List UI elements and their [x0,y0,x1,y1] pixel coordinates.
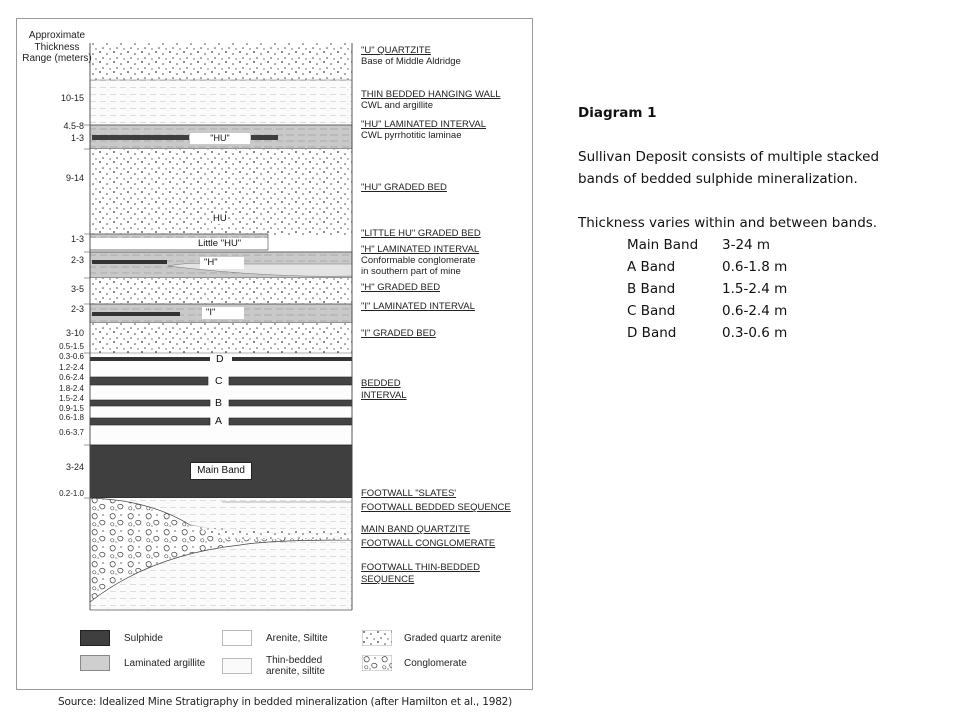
unit-label [361,228,481,239]
thickness-label: 3-10 [65,328,84,338]
source-caption: Source: Idealized Mine Stratigraphy in bedded mineralization (after Hamilton et al., 1982) [58,696,513,708]
thickness-label: 3-24 [65,462,84,472]
thickness-label: 0.2-1.0 [59,489,84,498]
main-band-label: Main Band [190,462,252,480]
legend-graded: Graded quartz arenite [362,630,501,646]
band-range: 1.5-2.4 m [722,281,788,297]
little-hu-label: Little "HU" [198,238,242,249]
thickness-label: 0.6-2.4 [59,373,84,382]
unit-label [361,45,461,67]
band-name: D Band [627,325,677,341]
band-range: 0.6-1.8 m [722,259,788,275]
unit-title: INTERVAL [361,390,407,401]
thickness-label: 4.5-8 [63,121,84,131]
band-name: B Band [627,281,676,297]
legend-arenite: Arenite, Siltite [222,630,328,646]
unit-label [361,282,440,293]
hu-box-label: "HU" [190,133,250,144]
band-row [627,256,879,278]
unit-label [361,524,470,535]
thickness-label: 1-3 [70,234,84,244]
notes-paragraph-1 [578,146,879,190]
band-range: 3-24 m [722,237,771,253]
arenite-swatch [222,630,252,646]
unit-label [361,119,486,141]
unit-title: "U" QUARTZITE [361,45,431,56]
unit-title: "LITTLE HU" GRADED BED [361,228,481,239]
notes-line: bands of bedded sulphide mineralization. [578,171,858,187]
unit-title: "H" GRADED BED [361,282,441,293]
unit-title: "HU" GRADED BED [361,182,447,193]
unit-label [361,182,447,193]
unit-label [361,89,501,111]
unit-subtitle: Conformable conglomerate [361,255,476,266]
thickness-header: Approximate Thickness Range (meters) [22,30,92,64]
legend-sulphide: Sulphide [80,630,163,646]
thickness-label: 2-3 [70,304,84,314]
thickness-label: 0.5-1.5 [59,342,84,351]
thickness-label: 2-3 [70,255,84,265]
notes-heading: Diagram 1 [578,105,657,121]
h-box-label: "H" [200,257,244,269]
conglomerate-swatch [362,655,392,671]
band-row [627,234,879,256]
band-c-label: C [215,375,223,387]
unit-title: "HU" LAMINATED INTERVAL [361,119,486,130]
hu-label: HU [213,213,227,224]
unit-subtitle: CWL pyrrhotitic laminae [361,130,462,141]
notes-line: Sullivan Deposit consists of multiple stacked [578,149,880,165]
band-range: 0.6-2.4 m [722,303,788,319]
thickness-label: 1-3 [70,133,84,143]
band-row [627,322,879,344]
sulphide-swatch [80,630,110,646]
thickness-label: 0.9-1.5 [59,404,84,413]
unit-label [361,562,480,573]
unit-title: FOOTWALL BEDDED SEQUENCE [361,502,511,513]
unit-label [361,502,511,513]
unit-label [361,301,475,312]
band-name: A Band [627,259,676,275]
band-range: 0.3-0.6 m [722,325,788,341]
unit-title: FOOTWALL THIN-BEDDED [361,562,480,573]
thickness-label: 0.6-1.8 [59,413,84,422]
unit-subtitle: CWL and argillite [361,100,433,111]
band-b-label: B [215,397,223,409]
unit-title: "I" LAMINATED INTERVAL [361,301,475,312]
legend-thinbedded: Thin-bedded arenite, siltite [222,655,336,677]
unit-title: BEDDED [361,378,401,389]
laminated-swatch [80,655,110,671]
unit-title: FOOTWALL "SLATES' [361,488,457,499]
unit-subtitle: Base of Middle Aldridge [361,56,461,67]
unit-title: SEQUENCE [361,574,415,585]
unit-title: "I" GRADED BED [361,328,436,339]
thickness-label: 1.5-2.4 [59,394,84,403]
band-a-label: A [215,415,223,427]
band-thickness-list [627,234,879,344]
unit-title: "H" LAMINATED INTERVAL [361,244,480,255]
band-d-label: D [216,353,224,365]
unit-label [361,244,479,277]
unit-label [361,390,407,401]
thickness-label: 1.2-2.4 [59,363,84,372]
thickness-label: 3-5 [70,284,84,294]
unit-label [361,378,401,389]
unit-label [361,488,456,499]
unit-label [361,574,414,585]
graded-swatch [362,630,392,646]
notes-panel [578,102,879,344]
thickness-label: 1.8-2.4 [59,384,84,393]
band-name: C Band [627,303,676,319]
i-box-label: "I" [202,307,244,319]
unit-label [361,328,436,339]
unit-title: MAIN BAND QUARTZITE [361,524,471,535]
unit-title: THIN BEDDED HANGING WALL [361,89,501,100]
thickness-label: 0.6-3.7 [59,428,84,437]
band-name: Main Band [627,237,699,253]
notes-paragraph-2: Thickness varies within and between bands. [578,215,878,231]
thickness-label: 9-14 [65,173,84,183]
unit-title: FOOTWALL CONGLOMERATE [361,538,496,549]
band-row [627,300,879,322]
unit-label [361,538,495,549]
thickness-label: 10-15 [60,93,84,103]
thinbedded-swatch [222,658,252,674]
legend-laminated: Laminated argillite [80,655,205,671]
legend-conglomerate: Conglomerate [362,655,467,671]
unit-subtitle: in southern part of mine [361,266,461,277]
band-row [627,278,879,300]
thickness-label: 0.3-0.6 [59,352,84,361]
